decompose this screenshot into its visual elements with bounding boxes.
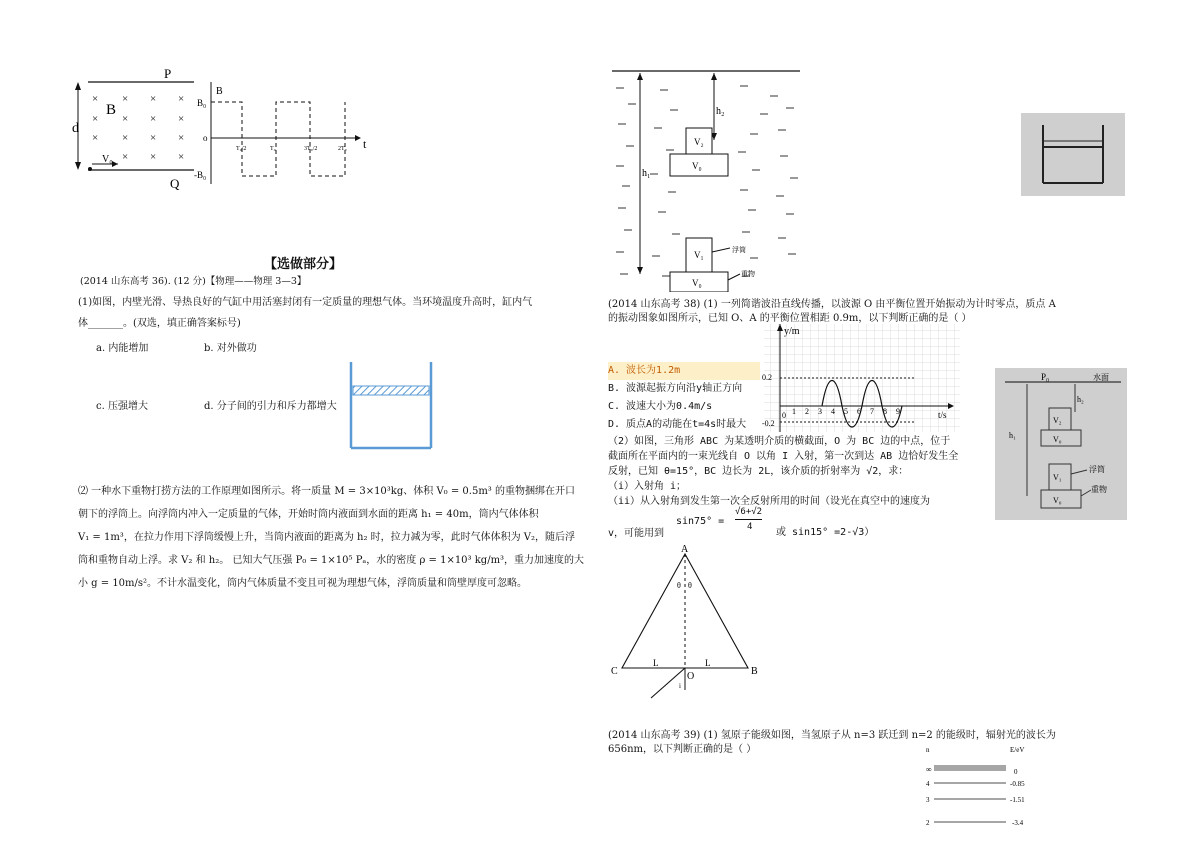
- level-inf-n: ∞: [926, 765, 932, 774]
- energy-level-diagram: [920, 744, 1040, 830]
- graph-origin: o: [203, 133, 208, 143]
- graph-b0: B₀: [197, 98, 207, 108]
- q38-part2-line3: 反射，已知 θ=15°，BC 边长为 2L，该介质的折射率为 √2，求：: [608, 466, 909, 477]
- q36-option-a: a. 内能增加: [96, 343, 149, 354]
- velocity-label: V₀: [102, 154, 113, 165]
- svg-text:T₀: T₀: [270, 146, 276, 152]
- svg-text:2T₀: 2T₀: [338, 146, 347, 152]
- weight-label: 重物: [741, 270, 755, 278]
- length-l-left: L: [653, 658, 659, 668]
- q36-option-c: c. 压强增大: [96, 401, 148, 412]
- level-3-e: -1.51: [1010, 796, 1025, 804]
- svg-text:9: 9: [896, 407, 900, 416]
- svg-text:×: ×: [150, 113, 157, 125]
- level-4-n: 4: [926, 780, 930, 788]
- svg-text:×: ×: [150, 151, 157, 163]
- level-2-n: 2: [926, 819, 930, 827]
- h2-label: h₂: [716, 106, 725, 117]
- svg-text:×: ×: [122, 151, 129, 163]
- svg-text:2: 2: [805, 407, 809, 416]
- gas-cylinder-figure: [345, 360, 440, 452]
- svg-text:×: ×: [122, 132, 129, 144]
- svg-text:×: ×: [178, 113, 185, 125]
- gap-label: d: [72, 121, 79, 136]
- photo-v0b: V₀: [1053, 496, 1062, 505]
- svg-text:8: 8: [883, 407, 887, 416]
- q36-part1-line2: 体_______。(双选，填正确答案标号): [78, 318, 241, 329]
- svg-text:3: 3: [818, 407, 822, 416]
- svg-text:×: ×: [92, 113, 99, 125]
- q36-part1-line1: (1)如图，内壁光滑、导热良好的气缸中用活塞封闭有一定质量的理想气体。当环境温度升高时，缸内气: [78, 297, 533, 308]
- svg-text:×: ×: [122, 113, 129, 125]
- q38-option-a: A. 波长为1.2m: [608, 362, 760, 380]
- level-inf-e: 0: [1014, 768, 1018, 776]
- q38-header-line1: (2014 山东高考 38) (1) 一列简谐波沿直线传播，以波源 O 由平衡位置开始振动为计时零点，质点 A: [608, 299, 1056, 310]
- graph-x-axis-label: t/s: [938, 410, 947, 420]
- q38-option-d: D. 质点A的动能在t=4s时最大: [608, 419, 747, 430]
- svg-text:×: ×: [178, 151, 185, 163]
- q39-line2: 656nm，以下判断正确的是（ ）: [608, 744, 757, 755]
- q36-option-b: b. 对外做功: [204, 343, 257, 354]
- photo-h1: h₁: [1009, 431, 1016, 440]
- magnetic-field-figure: [70, 66, 380, 196]
- graph-origin: 0: [782, 411, 786, 420]
- svg-text:3T₀/2: 3T₀/2: [304, 146, 318, 152]
- q38-part2-line4: （i）入射角 i；: [608, 481, 687, 492]
- q36-option-d: d. 分子间的引力和斥力都增大: [204, 401, 337, 412]
- vibration-graph: [762, 322, 970, 434]
- length-l-right: L: [705, 658, 711, 668]
- svg-text:×: ×: [122, 93, 129, 105]
- svg-text:×: ×: [150, 132, 157, 144]
- photo-surface: 水面: [1093, 373, 1109, 382]
- svg-text:T₀/2: T₀/2: [236, 146, 247, 152]
- q36-part2-line3: V₁ = 1m³，在拉力作用下浮筒缓慢上升，当筒内液面的距离为 h₂ 时，拉力减为零，此时气体体积为 V₂，随后浮: [78, 532, 576, 543]
- svg-text:×: ×: [92, 93, 99, 105]
- level-3-n: 3: [926, 796, 930, 804]
- point-o: O: [687, 671, 695, 682]
- plate-top-label: P: [164, 66, 172, 81]
- v2-label: V₂: [694, 137, 704, 147]
- svg-text:×: ×: [150, 93, 157, 105]
- photo-float: 浮筒: [1089, 465, 1105, 474]
- svg-text:×: ×: [178, 132, 185, 144]
- graph-ticks: [236, 146, 347, 152]
- svg-text:×: ×: [178, 93, 185, 105]
- q38-formula-lead: v，可能用到: [608, 528, 665, 539]
- graph-y-axis-label: y/m: [784, 326, 800, 337]
- photo-v2: V₂: [1053, 416, 1062, 425]
- v0-top-label: V₀: [692, 161, 702, 171]
- level-2-e: -3.4: [1012, 819, 1024, 827]
- q38-formula-numerator: √6+√2: [735, 505, 762, 520]
- q38-option-c: C. 波速大小为0.4m/s: [608, 401, 713, 412]
- svg-text:5: 5: [844, 407, 848, 416]
- photo-h2: h₂: [1077, 395, 1084, 404]
- q36-part2-line4: 筒和重物自动上浮。求 V₂ 和 h₂。 已知大气压强 P₀ = 1×10⁵ Pₐ，水的密度 ρ = 1×10³ kg/m³，重力加速度的大: [78, 555, 585, 566]
- field-label: B: [106, 102, 117, 118]
- q38-part2: [608, 434, 988, 509]
- q38-part2-line1: （2）如图，三角形 ABC 为某透明介质的横截面，O 为 BC 边的中点，位于: [608, 436, 951, 447]
- angle-i: i: [679, 682, 681, 690]
- svg-text:1: 1: [792, 407, 796, 416]
- salvage-diagram: [610, 62, 810, 292]
- vertex-a: A: [681, 544, 689, 555]
- q38-header-line2: 的振动图象如图所示，已知 O、A 的平衡位置相距 0.9m，以下判断正确的是（ ）: [608, 313, 972, 324]
- e-header: E/eV: [1010, 746, 1025, 754]
- n-header: n: [926, 746, 930, 754]
- float-label: 浮筒: [732, 246, 746, 254]
- q38-part2-line5: （ii）从入射角到发生第一次全反射所用的时间（设光在真空中的速度为: [608, 496, 931, 507]
- photo-weight: 重物: [1091, 485, 1107, 494]
- svg-text:7: 7: [870, 407, 874, 416]
- graph-neg-b0: -B₀: [194, 170, 207, 180]
- graph-y-top: 0.2: [762, 373, 772, 382]
- cylinder-photo: [1021, 113, 1125, 196]
- plate-bottom-label: Q: [170, 176, 180, 191]
- q39-line1: (2014 山东高考 39) (1) 氢原子能级如图，当氢原子从 n=3 跃迁到 n=2 的能级时，辐射光的波长为: [608, 730, 1056, 741]
- q38-options: [608, 362, 760, 434]
- vertex-b: B: [751, 666, 758, 677]
- q38-option-b: B. 波源起振方向沿y轴正方向: [608, 383, 743, 394]
- salvage-photo: [995, 368, 1127, 520]
- q36-part2-line5: 小 g = 10m/s²。不计水温变化，筒内气体质量不变且可视为理想气体，浮筒质量和筒壁厚度可忽略。: [78, 578, 528, 589]
- graph-y-label: B: [216, 86, 223, 97]
- q38-part2-line2: 截面所在平面内的一束光线自 O 以角 I 入射，第一次到达 AB 边恰好发生全: [608, 451, 959, 462]
- svg-text:4: 4: [831, 407, 835, 416]
- level-4-e: -0.85: [1010, 780, 1025, 788]
- section-title: 【选做部分】: [264, 257, 343, 272]
- prism-triangle: [605, 542, 765, 700]
- q36-header: (2014 山东高考 36). (12 分)【物理——物理 3—3】: [80, 276, 307, 287]
- svg-text:×: ×: [92, 132, 99, 144]
- q36-part2: [78, 480, 596, 595]
- vertex-c: C: [611, 666, 618, 677]
- photo-v1: V₁: [1053, 473, 1062, 482]
- photo-p0: P₀: [1041, 372, 1050, 382]
- piston: [353, 386, 429, 395]
- q38-formula-denominator: 4: [747, 522, 753, 532]
- b-t-square-wave: [211, 102, 345, 176]
- graph-t-axis: t: [363, 137, 367, 151]
- q38-formula-tail: 或 sin15° =2-√3）: [776, 527, 875, 538]
- angle-theta-right: θ: [688, 581, 692, 590]
- q38-formula-sin75: sin75° =: [676, 516, 725, 527]
- q36-part2-line1: ⑵ 一种水下重物打捞方法的工作原理如图所示。将一质量 M = 3×10³kg、体积 V₀ = 0.5m³ 的重物捆绑在开口: [78, 486, 575, 497]
- v1-label: V₁: [694, 250, 704, 260]
- graph-y-bottom: -0.2: [762, 419, 775, 428]
- angle-theta-left: θ: [677, 581, 681, 590]
- svg-text:6: 6: [857, 407, 861, 416]
- q36-part2-line2: 朝下的浮筒上。向浮筒内冲入一定质量的气体，开始时筒内液面到水面的距离 h₁ = 40m，筒内气体体积: [78, 509, 539, 520]
- h1-label: h₁: [642, 168, 651, 179]
- v0-bottom-label: V₀: [692, 278, 702, 288]
- photo-v0a: V₀: [1053, 435, 1062, 444]
